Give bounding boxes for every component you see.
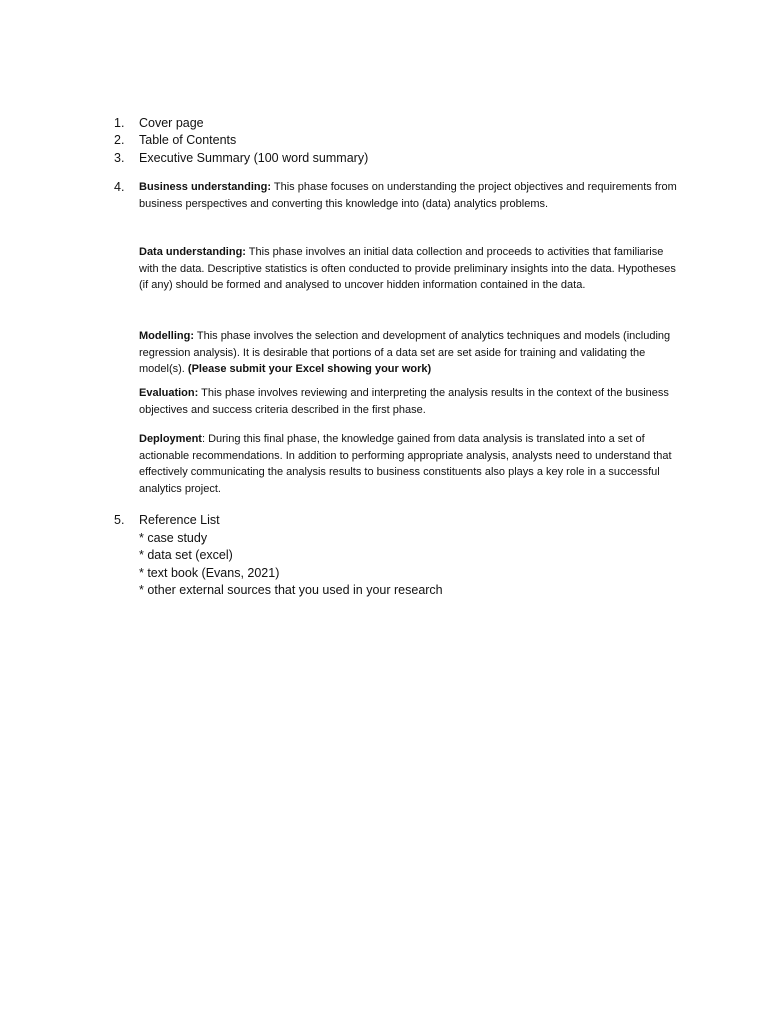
reference-text-book: * text book (Evans, 2021)	[139, 566, 280, 580]
item-number: 2.	[114, 133, 125, 147]
phase-text: This phase focuses on understanding the project objectives and requirements from business perspectives and converting this knowledge into (data) analytics problems.	[139, 181, 677, 210]
phase-heading: Business understanding:	[139, 181, 272, 193]
item-label: Table of Contents	[139, 133, 237, 147]
item-number: 4.	[114, 180, 125, 194]
phase-note: (Please submit your Excel showing your work)	[187, 363, 432, 375]
reference-case-study: * case study	[139, 531, 208, 545]
phase-heading: Evaluation:	[139, 387, 199, 399]
phase-business-understanding	[139, 179, 679, 212]
item-label: Cover page	[139, 116, 204, 130]
phase-heading: Deployment	[139, 433, 202, 445]
phase-heading: Modelling:	[139, 330, 194, 342]
phase-text: : During this final phase, the knowledge gained from data analysis is translated into a set of actionable recommendations. In addition to performing appropriate analysis, analysts need to understand that effectively communicating the analysis results to business constituents also plays a key role in a successful analytics project.	[139, 433, 672, 495]
item-label: Reference List	[139, 513, 220, 527]
item-label: Executive Summary (100 word summary)	[139, 151, 369, 165]
item-number: 3.	[114, 151, 125, 165]
phase-heading: Data understanding:	[139, 246, 246, 258]
reference-external-sources: * other external sources that you used in your research	[139, 583, 443, 597]
phase-text: This phase involves the selection and development of analytics techniques and models (including regression analysis). It is desirable that portions of a data set are set aside for training and validating the model(s).	[139, 330, 671, 375]
phase-data-understanding	[139, 244, 679, 294]
item-number: 5.	[114, 513, 125, 527]
phase-evaluation	[139, 385, 679, 418]
phase-modelling	[139, 328, 679, 378]
phase-text: This phase involves an initial data collection and proceeds to activities that familiarise with the data. Descriptive statistics is often conducted to provide preliminary insights into the data. Hypotheses (if any) should be formed and analysed to uncover hidden information contained in the data.	[139, 246, 676, 291]
reference-data-set: * data set (excel)	[139, 548, 233, 562]
item-number: 1.	[114, 116, 125, 130]
phase-text: This phase involves reviewing and interpreting the analysis results in the context of the business objectives and success criteria described in the first phase.	[139, 387, 669, 416]
phase-deployment	[139, 431, 679, 497]
